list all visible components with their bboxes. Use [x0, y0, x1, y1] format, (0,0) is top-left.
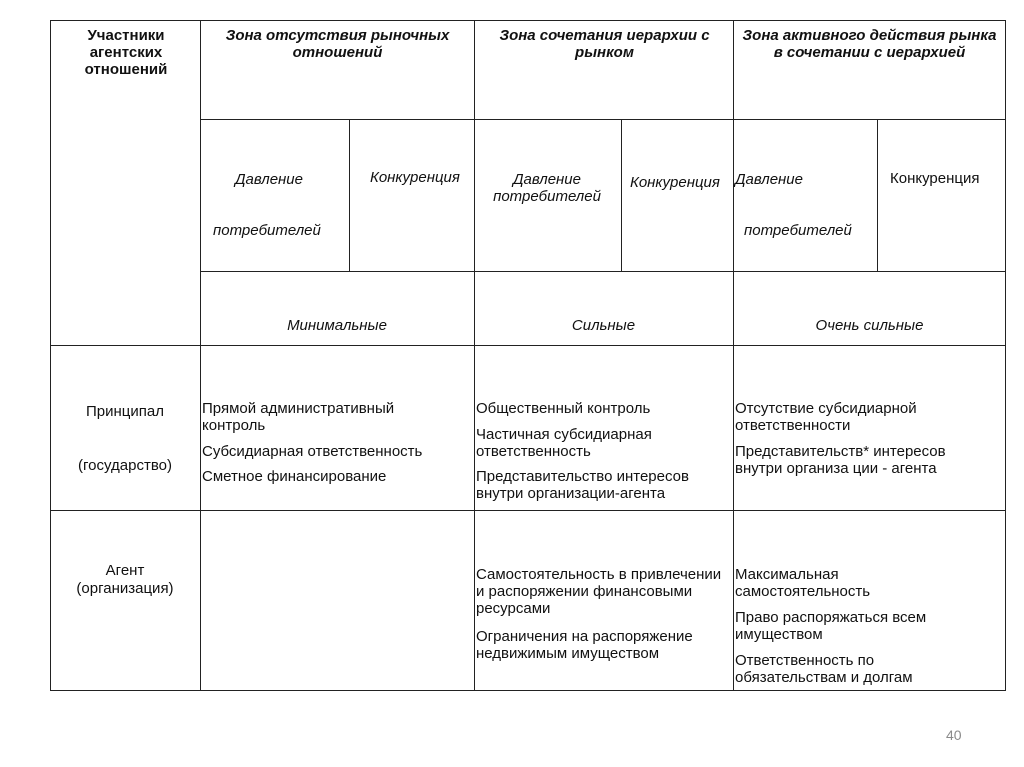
subcol-divider [621, 119, 622, 271]
principal-z3-item: Представительств* интересов внутри организа ции - агента [735, 443, 946, 477]
principal-z1-item: Прямой административный контроль [202, 400, 395, 434]
z3-pressure-label-2: потребителей [744, 222, 852, 239]
subcol-divider [349, 119, 350, 271]
principal-z3-item: Отсутствие субсидиарной ответственности [735, 400, 917, 434]
z3-pressure-label: Давление [735, 171, 803, 188]
principal-label: Принципал [86, 403, 164, 420]
z1-competition-label: Конкуренция [370, 169, 460, 186]
z2-pressure-label: Давление потребителей [493, 171, 601, 205]
page-number: 40 [946, 727, 962, 743]
z2-level: Сильные [571, 317, 636, 334]
header-zone-1: Зона отсутствия рыночных отношений [225, 27, 450, 61]
header-participants: Участники агентских отношений [84, 27, 168, 78]
row-divider [200, 119, 1006, 120]
agent-label: Агент [105, 562, 145, 579]
agent-z3-item: Ответственность по обязательствам и долгам [735, 652, 913, 686]
principal-z1-item: Субсидиарная ответственность [202, 443, 423, 460]
z3-competition-label: Конкуренция [890, 170, 980, 187]
col-divider [200, 20, 201, 691]
agent-sublabel: (организация) [76, 580, 174, 597]
row-divider [50, 510, 1006, 511]
col-divider [474, 20, 475, 691]
z1-pressure-label-2: потребителей [213, 222, 321, 239]
z1-level: Минимальные [287, 317, 387, 334]
row-divider [200, 271, 1006, 272]
principal-sublabel: (государство) [78, 457, 172, 474]
row-divider [50, 345, 1006, 346]
z2-competition-label: Конкуренция [630, 174, 720, 191]
col-divider [733, 20, 734, 691]
principal-z2-item: Представительство интересов внутри организации-агента [476, 468, 689, 502]
agent-z2-item: Самостоятельность в привлечении и распоряжении финансовыми ресурсами [476, 566, 722, 617]
header-zone-2: Зона сочетания иерархии с рынком [499, 27, 710, 61]
agent-z3-item: Право распоряжаться всем имуществом [735, 609, 927, 643]
agent-z3-item: Максимальная самостоятельность [735, 566, 871, 600]
z1-pressure-label: Давление [235, 171, 303, 188]
subcol-divider [877, 119, 878, 271]
header-zone-3: Зона активного действия рынка в сочетании с иерархией [742, 27, 997, 61]
z3-level: Очень сильные [815, 317, 924, 334]
principal-z1-item: Сметное финансирование [202, 468, 387, 485]
principal-z2-item: Частичная субсидиарная ответственность [476, 426, 652, 460]
agent-z2-item: Ограничения на распоряжение недвижимым имуществом [476, 628, 693, 662]
principal-z2-item: Общественный контроль [476, 400, 651, 417]
